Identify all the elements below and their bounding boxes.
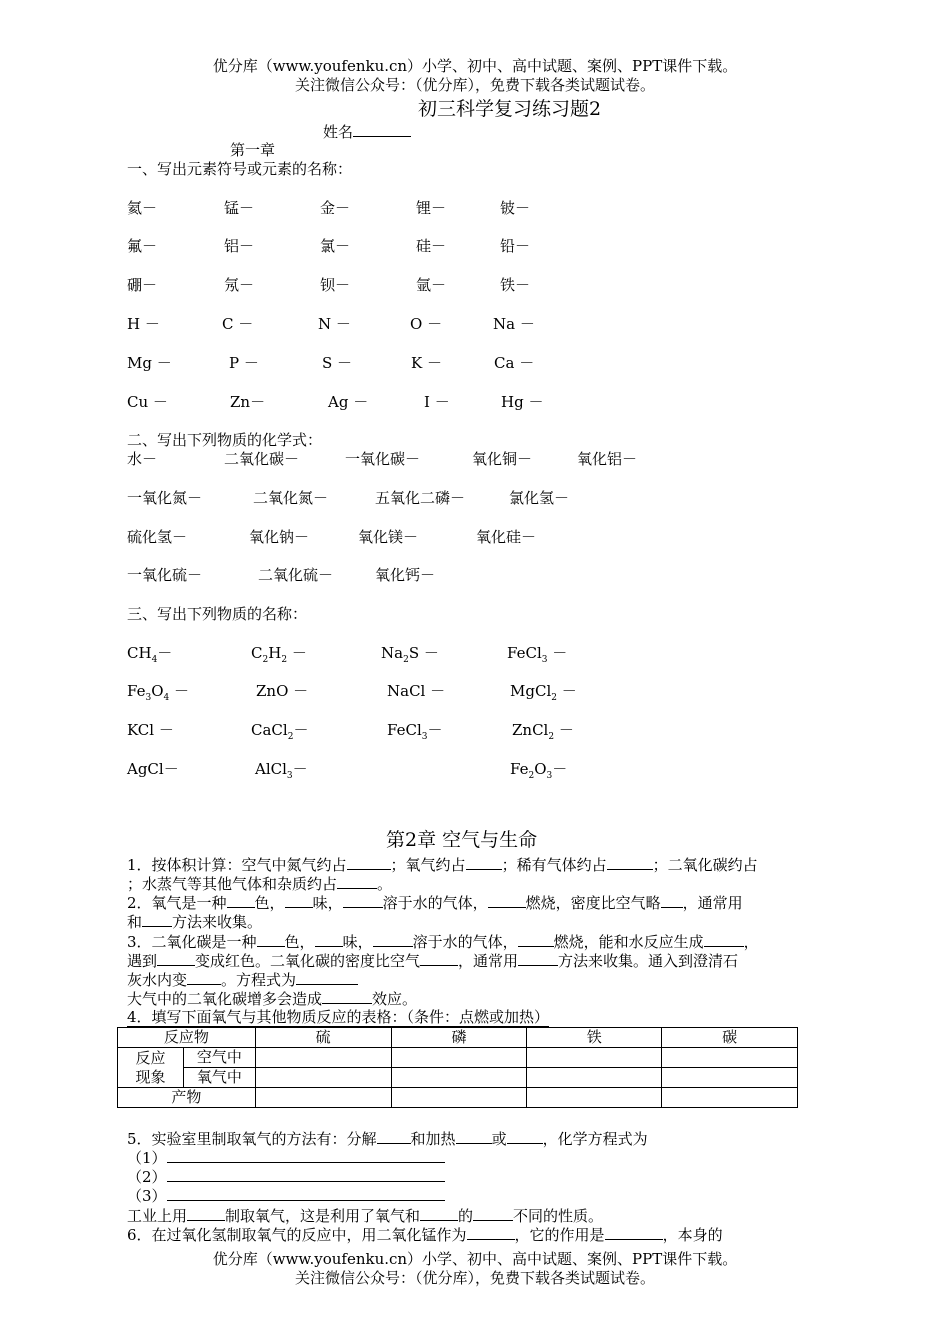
list-item: AgCl－ — [127, 760, 179, 778]
para-2: 2．氧气是一种 色， 味， 溶于水的气体， 燃烧，密度比空气略 ，通常用 — [127, 894, 743, 912]
list-item: Hg － — [501, 393, 544, 411]
para-6: 6．在过氧化氢制取氧气的反应中，用二氧化锰作为 ，它的作用是 ，本身的 — [127, 1226, 723, 1244]
para-4: 4．填写下面氧气与其他物质反应的表格：（条件：点燃或加热） — [127, 1008, 550, 1026]
list-item: $C_2H_2$ － — [251, 644, 307, 665]
list-item: S － — [322, 354, 353, 372]
chapter2-title: 第2章 空气与生命 — [386, 829, 538, 851]
list-item: 水－ — [127, 450, 158, 468]
list-item: 金－ — [320, 199, 351, 217]
list-item: $Na_2S$ － — [381, 644, 439, 665]
list-item: 氦－ — [127, 199, 158, 217]
table-row-label-oxygen: 氧气中 — [183, 1068, 255, 1088]
list-item: KCl － — [127, 721, 174, 739]
q2-title: 二、写出下列物质的化学式： — [127, 431, 323, 449]
list-item: I － — [424, 393, 450, 411]
table-cell[interactable] — [255, 1068, 391, 1088]
table-cell[interactable] — [391, 1048, 527, 1068]
q1-title: 一、写出元素符号或元素的名称： — [127, 160, 353, 178]
list-item: 氯化氢－ — [509, 489, 570, 507]
list-item: Mg － — [127, 354, 172, 372]
para-3d: 大气中的二氧化碳增多会造成 效应。 — [127, 990, 418, 1008]
footer-line-2: 关注微信公众号：（优分库），免费下载各类试题试卷。 — [294, 1269, 655, 1287]
list-item: 氟－ — [127, 237, 158, 255]
table-cell[interactable] — [662, 1048, 798, 1068]
list-item: P － — [229, 354, 259, 372]
list-item: 硫化氢－ — [127, 528, 188, 546]
footer-line-1: 优分库（www.youfenku.cn）小学、初中、高中试题、案例、PPT课件下载。 — [212, 1250, 738, 1268]
table-header-reactant: 反应物 — [118, 1028, 256, 1048]
table-cell[interactable] — [527, 1048, 662, 1068]
list-item: 铍－ — [500, 199, 531, 217]
list-item: $Fe_2O_3-$ — [510, 760, 568, 781]
list-item: N － — [318, 315, 351, 333]
list-item: 一氧化碳－ — [345, 450, 421, 468]
table-cell[interactable] — [527, 1068, 662, 1088]
table-cell[interactable] — [255, 1048, 391, 1068]
reaction-table — [117, 1027, 798, 1108]
para-5b: 工业上用 制取氧气，这是利用了氧气和 的 不同的性质。 — [127, 1207, 604, 1225]
para-3c: 灰水内变 。方程式为 — [127, 970, 358, 990]
list-item: 铅－ — [500, 237, 531, 255]
page-title: 初三科学复习练习题2 — [418, 98, 602, 120]
name-label: 姓名 — [323, 122, 411, 142]
list-item: 氧化铝－ — [577, 450, 638, 468]
list-item: 氧化钠－ — [249, 528, 310, 546]
list-item: $Fe_3O_4$ － — [127, 682, 190, 703]
para-2b: 和 方法来收集。 — [127, 913, 263, 931]
list-item: Ag － — [328, 393, 369, 411]
list-item: 氧化钙－ — [375, 566, 436, 584]
list-item: 氯－ — [320, 237, 351, 255]
list-item: H － — [127, 315, 160, 333]
list-item: MgCl$_2$ － — [510, 682, 577, 703]
list-item: FeCl$_3$ － — [507, 644, 568, 665]
table-header-iron: 铁 — [527, 1028, 662, 1048]
list-item: $CH_4-$ — [127, 644, 173, 665]
list-item: K － — [411, 354, 442, 372]
list-item: 铝－ — [224, 237, 255, 255]
list-item: C － — [222, 315, 254, 333]
para-5-item-3: （3） — [127, 1186, 445, 1206]
table-header-sulfur: 硫 — [255, 1028, 391, 1048]
list-item: 铁－ — [500, 276, 531, 294]
list-item: 硼－ — [127, 276, 158, 294]
header-line-1: 优分库（www.youfenku.cn）小学、初中、高中试题、案例、PPT课件下载。 — [212, 57, 738, 75]
table-header-carbon: 碳 — [662, 1028, 798, 1048]
list-item: FeCl$_3$－ — [387, 721, 443, 742]
table-header-phosphorus: 磷 — [391, 1028, 527, 1048]
list-item: 二氧化氮－ — [253, 489, 329, 507]
list-item: 氩－ — [416, 276, 447, 294]
list-item: Zn－ — [230, 393, 266, 411]
table-cell[interactable] — [255, 1088, 391, 1108]
list-item: 锂－ — [416, 199, 447, 217]
para-5-item-2: （2） — [127, 1167, 445, 1187]
list-item: 二氧化碳－ — [224, 450, 300, 468]
table-cell[interactable] — [391, 1068, 527, 1088]
list-item: AlCl$_3$－ — [255, 760, 308, 781]
list-item: 二氧化硫－ — [258, 566, 334, 584]
list-item: 硅－ — [416, 237, 447, 255]
q3-title: 三、写出下列物质的名称： — [127, 605, 308, 623]
table-row-label-product: 产物 — [118, 1088, 256, 1108]
para-1b: ；水蒸气等其他气体和杂质约占 。 — [127, 875, 393, 893]
chapter1-label: 第一章 — [230, 141, 276, 159]
list-item: NaCl － — [387, 682, 446, 700]
list-item: 氧化铜－ — [472, 450, 533, 468]
list-item: Cu － — [127, 393, 168, 411]
para-1: 1．按体积计算：空气中氮气约占 ；氧气约占 ；稀有气体约占 ；二氧化碳约占 — [127, 856, 758, 874]
list-item: O － — [410, 315, 443, 333]
list-item: 氖－ — [224, 276, 255, 294]
list-item: 一氧化氮－ — [127, 489, 203, 507]
list-item: Na － — [493, 315, 535, 333]
list-item: ZnCl$_2$ － — [512, 721, 574, 742]
table-cell[interactable] — [662, 1068, 798, 1088]
para-3b: 遇到 变成红色。二氧化碳的密度比空气 ，通常用 方法来收集。通入到澄清石 — [127, 952, 739, 970]
list-item: 五氧化二磷－ — [375, 489, 466, 507]
para-5: 5．实验室里制取氧气的方法有：分解 和加热 或 ，化学方程式为 — [127, 1130, 648, 1148]
para-5-item-1: （1） — [127, 1148, 445, 1168]
header-line-2: 关注微信公众号：（优分库），免费下载各类试题试卷。 — [294, 76, 655, 94]
list-item: 钡－ — [320, 276, 351, 294]
list-item: 氧化镁－ — [358, 528, 419, 546]
para-3: 3．二氧化碳是一种 色， 味， 溶于水的气体， 燃烧，能和水反应生成 ， — [127, 933, 759, 951]
table-row-label-air: 空气中 — [183, 1048, 255, 1068]
list-item: Ca － — [494, 354, 535, 372]
list-item: CaCl$_2$－ — [251, 721, 309, 742]
table-cell[interactable] — [391, 1088, 527, 1108]
list-item: 一氧化硫－ — [127, 566, 203, 584]
table-row-label-phenomenon: 反应 现象 — [118, 1048, 184, 1088]
table-cell[interactable] — [527, 1088, 662, 1108]
list-item: 氧化硅－ — [476, 528, 537, 546]
table-cell[interactable] — [662, 1088, 798, 1108]
list-item: ZnO － — [256, 682, 309, 700]
list-item: 锰－ — [224, 199, 255, 217]
